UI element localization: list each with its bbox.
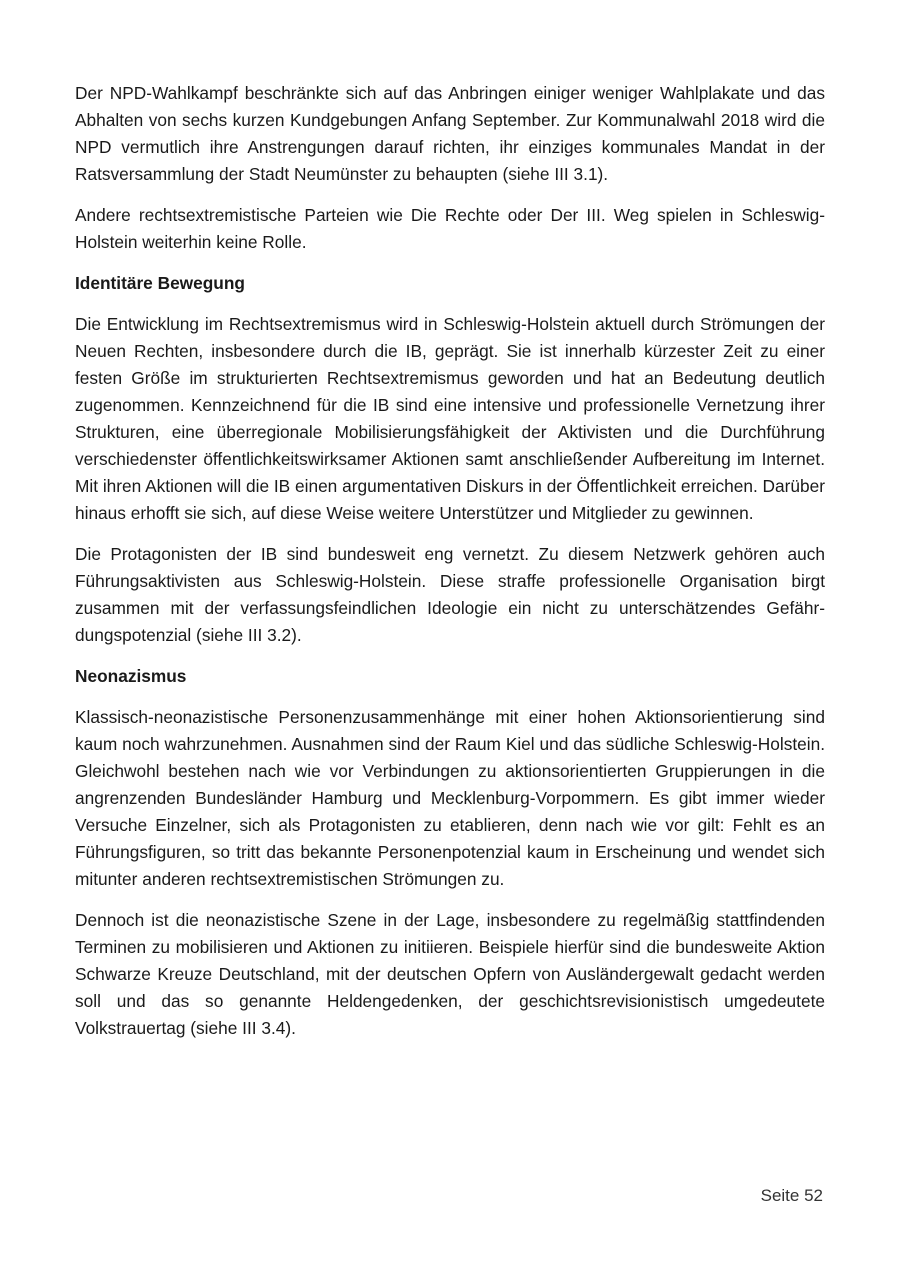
section-heading-identitaere-bewegung: Identitäre Bewegung <box>75 273 245 293</box>
page-number: Seite 52 <box>760 1186 823 1205</box>
document-body <box>75 80 825 1056</box>
paragraph-neonazismus-personen: Klassisch-neonazistische Personenzusammenhänge mit einer hohen Aktionsorientierung sind kaum noch wahrzunehmen. Ausnahmen sind der Raum Kiel und das südliche Schleswig-Holstein. Gleichwohl bestehen nach wie vor Verbindungen zu aktionsorientierten Gruppierungen in die angrenzenden Bundesländer Hamburg und Mecklenburg-Vorpommern. Es gibt immer wieder Versuche Einzelner, sich als Protagonisten zu etablieren, denn nach wie vor gilt: Fehlt es an Führungsfiguren, so tritt das bekannte Personenpotenzial kaum in Erscheinung und wendet sich mitunter anderen rechtsextremistischen Strömungen zu. <box>75 707 825 889</box>
section-heading-neonazismus: Neonazismus <box>75 666 187 686</box>
paragraph-ib-protagonisten: Die Protagonisten der IB sind bundesweit eng vernetzt. Zu diesem Netzwerk gehören auch Führungsaktivisten aus Schleswig-Holstein. Diese straffe professionelle Organisation birgt zusammen mit der verfassungsfeindlichen Ideologie ein nicht zu unterschätzendes Gefährdungspotenzial (siehe III 3.2). <box>75 544 825 645</box>
paragraph-neonazismus-mobilisierung: Dennoch ist die neonazistische Szene in der Lage, insbesondere zu regelmäßig stattfindenden Terminen zu mobilisieren und Aktionen zu initiieren. Beispiele hierfür sind die bundesweite Aktion Schwarze Kreuze Deutschland, mit der deutschen Opfern von Ausländergewalt gedacht werden soll und das so genannte Heldengedenken, der geschichtsrevisionistisch umgedeutete Volkstrauertag (siehe III 3.4). <box>75 910 825 1038</box>
paragraph-npd-wahlkampf: Der NPD-Wahlkampf beschränkte sich auf das Anbringen einiger weniger Wahlplakate und das Abhalten von sechs kurzen Kundgebungen Anfang September. Zur Kommunalwahl 2018 wird die NPD vermutlich ihre Anstrengungen darauf richten, ihr einziges kommunales Mandat in der Ratsversammlung der Stadt Neumünster zu behaupten (siehe III 3.1). <box>75 83 825 184</box>
paragraph-andere-parteien: Andere rechtsextremistische Parteien wie Die Rechte oder Der III. Weg spielen in Schleswig-Holstein weiterhin keine Rolle. <box>75 205 825 252</box>
paragraph-ib-entwicklung: Die Entwicklung im Rechtsextremismus wird in Schleswig-Holstein aktuell durch Strömungen der Neuen Rechten, insbesondere durch die IB, geprägt. Sie ist innerhalb kürzester Zeit zu einer festen Größe im strukturierten Rechtsextremismus geworden und hat an Bedeutung deutlich zugenommen. Kennzeichnend für die IB sind eine intensive und professionelle Vernetzung ihrer Strukturen, eine überregionale Mobilisierungsfähigkeit der Aktivisten und die Durchführung verschiedenster öffentlichkeitswirksamer Aktionen samt anschließender Aufbereitung im Internet. Mit ihren Aktionen will die IB einen argumentativen Diskurs in der Öffentlichkeit erreichen. Darüber hinaus erhofft sie sich, auf diese Weise weitere Unterstützer und Mitglieder zu gewinnen. <box>75 314 825 523</box>
